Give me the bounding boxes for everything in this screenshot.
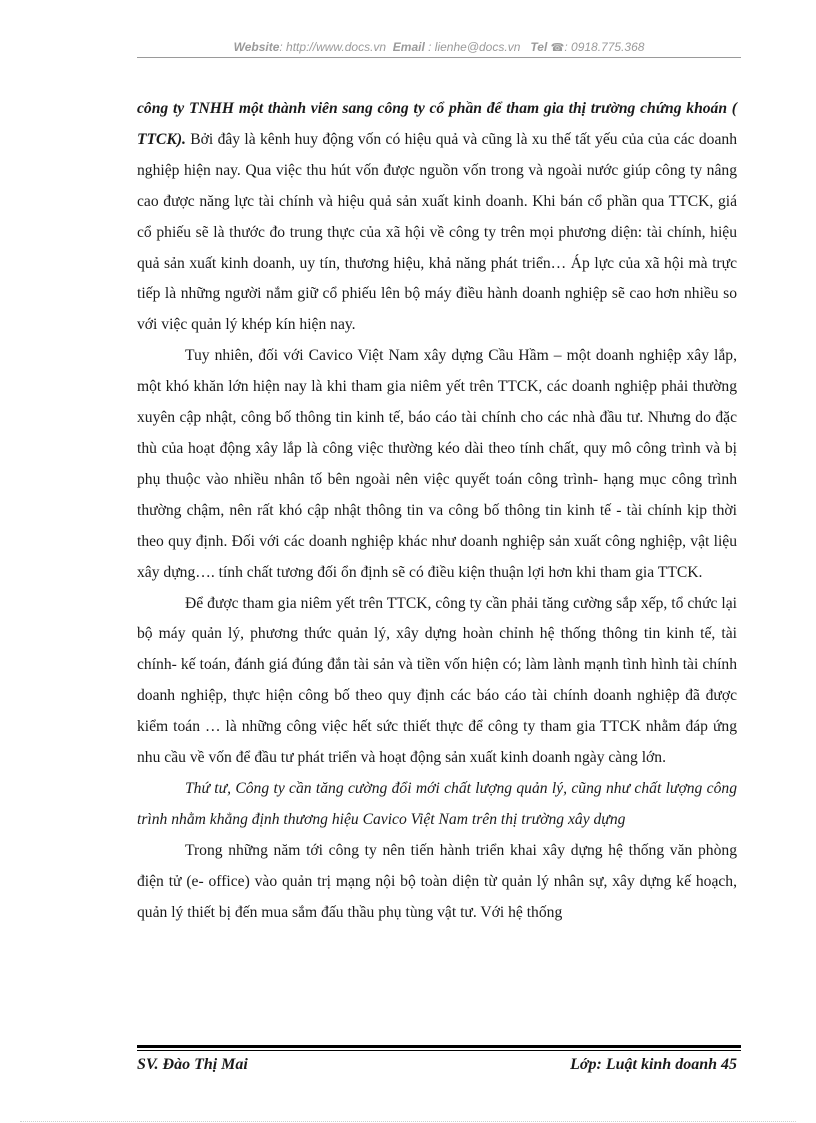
tel-value: 0918.775.368 [571,40,645,54]
email-value[interactable]: lienhe@docs.vn [434,40,521,54]
page-footer [137,1056,737,1074]
tel-label: Tel [530,40,548,54]
page-header: Website: http://www.docs.vn Email : lienhe@docs.vn Tel ☎: 0918.775.368 [137,40,741,58]
footer-divider-thick [137,1045,741,1048]
footer-class: Lớp: Luật kinh doanh 45 [570,1056,737,1073]
footer-student: SV. Đào Thị Mai [137,1056,248,1073]
document-body [137,94,737,928]
paragraph-3: Để được tham gia niêm yết trên TTCK, công ty cần phải tăng cường sắp xếp, tổ chức lại bộ máy quản lý, phương thức quản lý, xây dựng hoàn chỉnh hệ thống thông tin kinh tế, tài chính- kế toán, đánh giá đúng đắn tài sản và tiền vốn hiện có; làm lành mạnh tình hình tài chính doanh nghiệp, thực hiện công bố theo quy định các báo cáo tài chính doanh nghiệp đã được kiểm toán … là những công việc hết sức thiết thực để công ty tham gia TTCK nhằm đáp ứng nhu cầu về vốn để đầu tư phát triển và hoạt động sản xuất kinh doanh ngày càng lớn. [137,594,737,767]
paragraph-2: Tuy nhiên, đối với Cavico Việt Nam xây dựng Cầu Hầm – một doanh nghiệp xây lắp, một khó khăn lớn hiện nay là khi tham gia niêm yết trên TTCK, các doanh nghiệp phải thường xuyên cập nhật, công bố thông tin kinh tế, báo cáo tài chính cho các nhà đầu tư. Nhưng do đặc thù của hoạt động xây lắp là công việc thường kéo dài theo tính chất, quy mô công trình và bị phụ thuộc vào nhiều nhân tố bên ngoài nên việc quyết toán công trình- hạng mục công trình thường chậm, nên rất khó cập nhật thông tin va công bố thông tin kinh tế - tài chính kịp thời theo quy định. Đối với các doanh nghiệp khác như doanh nghiệp sản xuất công nghiệp, vật liệu xây dựng…. tính chất tương đối ổn định sẽ có điều kiện thuận lợi hơn khi tham gia TTCK. [137,347,737,581]
website-label: Website [233,40,280,54]
footer-divider-thin [137,1050,741,1051]
paragraph-1-text: Bởi đây là kênh huy động vốn có hiệu quả và cũng là xu thế tất yếu của của các doanh nghiệp hiện nay. Qua việc thu hút vốn được nguồn vốn trong và ngoài nước giúp công ty nâng cao được năng lực tài chính và hiệu quả sản xuất kinh doanh. Khi bán cổ phần qua TTCK, giá cổ phiếu sẽ là thước đo trung thực của xã hội về công ty trên mọi phương diện: tài chính, hiệu quả sản xuất kinh doanh, uy tín, thương hiệu, khả năng phát triển… Áp lực của xã hội mà trực tiếp là những người nắm giữ cổ phiếu lên bộ máy điều hành doanh nghiệp sẽ cao hơn nhiều so với việc quản lý khép kín hiện nay. [137,130,737,334]
phone-icon: ☎ [550,42,565,54]
paragraph-1-emphasis: công ty TNHH một thành viên sang công ty cổ phần để tham gia thị trường chứng khoán ( TTCK). [137,100,737,148]
paragraph-5: Trong những năm tới công ty nên tiến hành triển khai xây dựng hệ thống văn phòng điện tử (e- office) vào quản trị mạng nội bộ toàn diện từ quản lý nhân sự, xây dựng kế hoạch, quản lý thiết bị đến mua sắm đấu thầu phụ tùng vật tư. Với hệ thống [137,841,737,921]
page-bottom-dotted-line [20,1121,796,1122]
section-heading: Thứ tư, Công ty cần tăng cường đổi mới chất lượng quản lý, cũng như chất lượng công trình nhằm khẳng định thương hiệu Cavico Việt Nam trên thị trường xây dựng [137,779,737,828]
email-label: Email [392,40,425,54]
website-value[interactable]: http://www.docs.vn [286,40,387,54]
paragraph-1 [137,94,737,341]
